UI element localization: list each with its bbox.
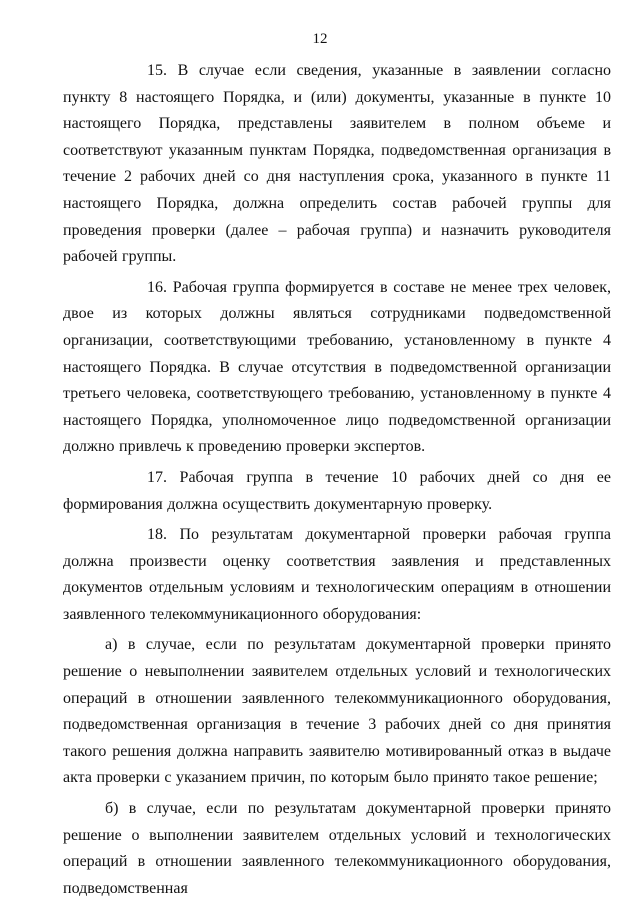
subparagraph-b <box>63 796 611 902</box>
paragraph-text: б) в случае, если по результатам документарной проверки принято решение о выполнении заявителем отдельных условий и технологических операций в отношении заявленного телекоммуникационного оборудования, подведомственная <box>63 800 611 897</box>
document-body <box>63 58 611 906</box>
paragraph-16 <box>63 275 611 461</box>
paragraph-text: По результатам документарной проверки рабочая группа должна произвести оценку соответствия заявления и представленных документов отдельным условиям и технологическим операциям в отношении заявленного телекоммуникационного оборудования: <box>63 526 612 623</box>
paragraph-number: 15. <box>147 62 167 79</box>
page-number: 12 <box>312 31 328 47</box>
paragraph-number: 17. <box>147 468 167 486</box>
paragraph-15 <box>63 58 611 271</box>
paragraph-text: Рабочая группа в течение 10 рабочих дней со дня ее формирования должна осуществить документарную проверку. <box>63 468 612 513</box>
paragraph-number: 18. <box>147 526 167 544</box>
paragraph-text: а) в случае, если по результатам документарной проверки принято решение о невыполнении заявителем отдельных условий и технологических операций в отношении заявленного телекоммуникационного оборудования, подведомственная организация в течение 3 рабочих дней со дня принятия такого решения должна направить заявителю мотивированный отказ в выдаче акта проверки с указанием причин, по которым было принято такое решение; <box>63 636 611 787</box>
paragraph-text: В случае если сведения, указанные в заявлении согласно пункту 8 настоящего Порядка, и (или) документы, указанные в пункте 10 настоящего Порядка, представлены заявителем в полном объеме и соответствуют указанным пунктам Порядка, подведомственная организация в течение 2 рабочих дней со дня наступления срока, указанного в пункте 11 настоящего Порядка, должна определить состав рабочей группы для проведения проверки (далее – рабочая группа) и назначить руководителя рабочей группы. <box>63 62 612 266</box>
paragraph-17 <box>63 465 611 518</box>
paragraph-number: 16. <box>147 278 167 296</box>
paragraph-text: Рабочая группа формируется в составе не менее трех человек, двое из которых должны являться сотрудниками подведомственной организации, соответствующими требованию, установленному в пункте 4 настоящего Порядка. В случае отсутствия в подведомственной организации третьего человека, соответствующего требованию, установленному в пункте 4 настоящего Порядка, уполномоченное лицо подведомственной организации должно привлечь к проведению проверки экспертов. <box>63 278 611 456</box>
subparagraph-a <box>63 632 611 792</box>
paragraph-18 <box>63 522 611 628</box>
